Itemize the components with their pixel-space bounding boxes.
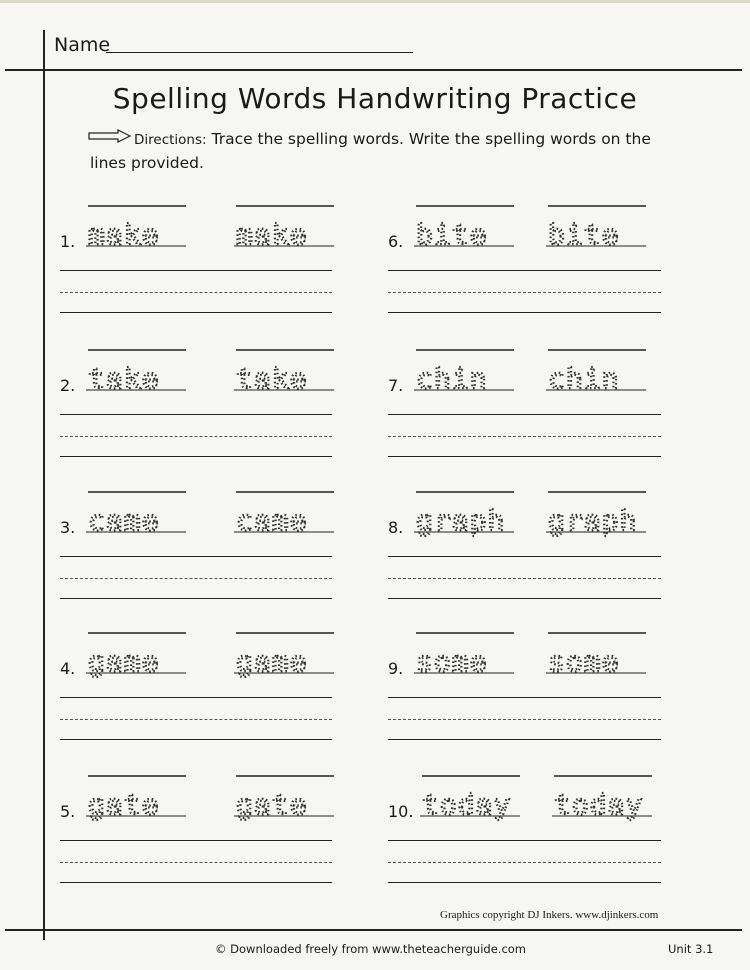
trace-word [234,196,354,270]
writing-line-mid[interactable] [388,578,661,579]
trace-word [234,766,354,840]
trace-word [234,623,354,697]
writing-line-top[interactable] [60,697,332,698]
trace-word-text: make [88,218,160,251]
writing-line-mid[interactable] [388,436,661,437]
trace-word [86,482,206,556]
download-credit: © Downloaded freely from www.theteacherguide.com [215,942,527,956]
trace-word [546,482,666,556]
word-number: 7. [388,376,404,395]
trace-word [414,623,534,697]
word-number: 10. [388,802,414,821]
trace-word [546,196,666,270]
trace-word [86,766,206,840]
writing-line-base[interactable] [60,598,332,599]
word-number: 1. [60,232,76,251]
word-number: 6. [388,232,404,251]
trace-word-text: take [236,362,308,395]
trace-word-text: bite [416,218,488,251]
directions-label: Directions: [134,132,207,148]
word-number: 5. [60,802,76,821]
worksheet-title: Spelling Words Handwriting Practice [112,82,638,115]
writing-line-mid[interactable] [60,578,332,579]
writing-line-mid[interactable] [60,436,332,437]
writing-line-top[interactable] [60,414,332,415]
trace-word-text: some [548,645,620,678]
trace-word-text: graph [548,504,638,537]
trace-word [546,340,666,414]
writing-line-base[interactable] [388,739,661,740]
margin-line [43,30,45,940]
word-number: 3. [60,518,76,537]
writing-line-base[interactable] [60,312,332,313]
trace-word-text: gate [88,788,160,821]
unit-label: Unit 3.1 [668,942,714,956]
trace-word [414,340,534,414]
trace-word [552,766,672,840]
trace-word [234,340,354,414]
writing-line-mid[interactable] [60,292,332,293]
name-field-line[interactable] [106,52,413,53]
word-number: 4. [60,659,76,678]
writing-line-top[interactable] [388,840,661,841]
trace-word-text: today [422,788,512,821]
trace-word-text: chin [416,362,488,395]
footer-divider [5,929,742,931]
trace-word-text: some [416,645,488,678]
trace-word-text: came [88,504,160,537]
trace-word [86,340,206,414]
writing-line-mid[interactable] [60,862,332,863]
trace-word-text: take [88,362,160,395]
trace-word-text: today [554,788,644,821]
word-number: 8. [388,518,404,537]
writing-line-top[interactable] [388,414,661,415]
directions [90,128,690,175]
writing-line-top[interactable] [388,270,661,271]
graphics-credit: Graphics copyright DJ Inkers. www.djinkers.com [440,909,659,921]
trace-word-text: came [236,504,308,537]
writing-line-base[interactable] [388,456,661,457]
writing-line-top[interactable] [388,697,661,698]
page-top-border [0,0,750,3]
writing-line-top[interactable] [60,270,332,271]
directions-text: Trace the spelling words. Write the spelling words on the lines provided. [90,130,651,172]
trace-word-text: game [88,645,160,678]
trace-word-text: game [236,645,308,678]
writing-line-top[interactable] [60,556,332,557]
writing-line-base[interactable] [60,882,332,883]
name-label: Name [54,34,111,56]
writing-line-mid[interactable] [388,292,661,293]
trace-word [234,482,354,556]
trace-word [86,623,206,697]
trace-word-text: graph [416,504,506,537]
trace-word-text: bite [548,218,620,251]
writing-line-base[interactable] [388,598,661,599]
writing-line-base[interactable] [60,456,332,457]
writing-line-base[interactable] [60,739,332,740]
writing-line-top[interactable] [60,840,332,841]
trace-word [546,623,666,697]
writing-line-mid[interactable] [388,719,661,720]
writing-line-mid[interactable] [388,862,661,863]
trace-word-text: gate [236,788,308,821]
word-number: 2. [60,376,76,395]
writing-line-top[interactable] [388,556,661,557]
writing-line-base[interactable] [388,312,661,313]
word-number: 9. [388,659,404,678]
trace-word-text: chin [548,362,620,395]
trace-word [414,482,534,556]
writing-line-mid[interactable] [60,719,332,720]
header-divider [5,69,742,71]
trace-word-text: make [236,218,308,251]
trace-word [86,196,206,270]
trace-word [414,196,534,270]
writing-line-base[interactable] [388,882,661,883]
trace-word [420,766,540,840]
